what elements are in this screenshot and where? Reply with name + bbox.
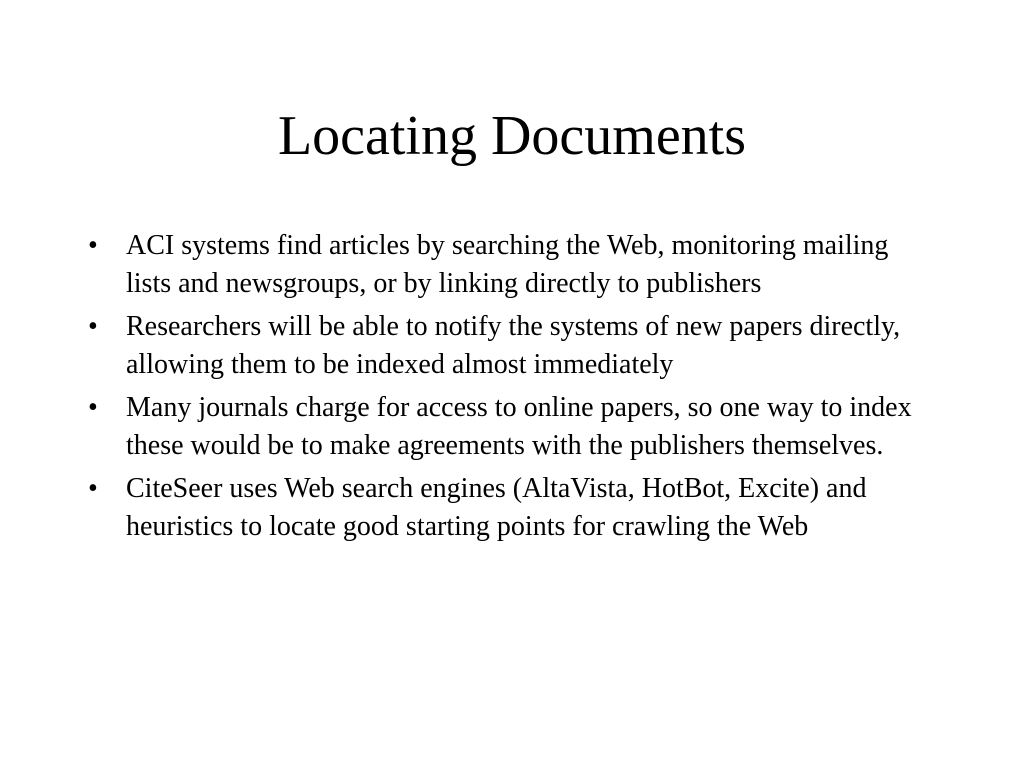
bullet-item <box>88 308 938 383</box>
bullet-item <box>88 470 938 545</box>
bullet-text: ACI systems find articles by searching the Web, monitoring mailing lists and newsgroups, or by linking directly to publishers <box>126 230 889 299</box>
bullet-text: CiteSeer uses Web search engines (AltaVista, HotBot, Excite) and heuristics to locate good starting points for crawling the Web <box>126 473 867 542</box>
bullet-icon: • <box>88 311 98 342</box>
bullet-item <box>88 227 938 302</box>
bullet-text: Researchers will be able to notify the systems of new papers directly, allowing them to be indexed almost immediately <box>126 311 901 380</box>
slide-title: Locating Documents <box>277 105 747 167</box>
bullet-text: Many journals charge for access to online papers, so one way to index these would be to make agreements with the publishers themselves. <box>126 392 912 461</box>
bullet-icon: • <box>88 230 98 261</box>
bullet-icon: • <box>88 473 98 504</box>
bullet-item <box>88 389 938 464</box>
bullet-list <box>88 227 938 551</box>
bullet-icon: • <box>88 392 98 423</box>
